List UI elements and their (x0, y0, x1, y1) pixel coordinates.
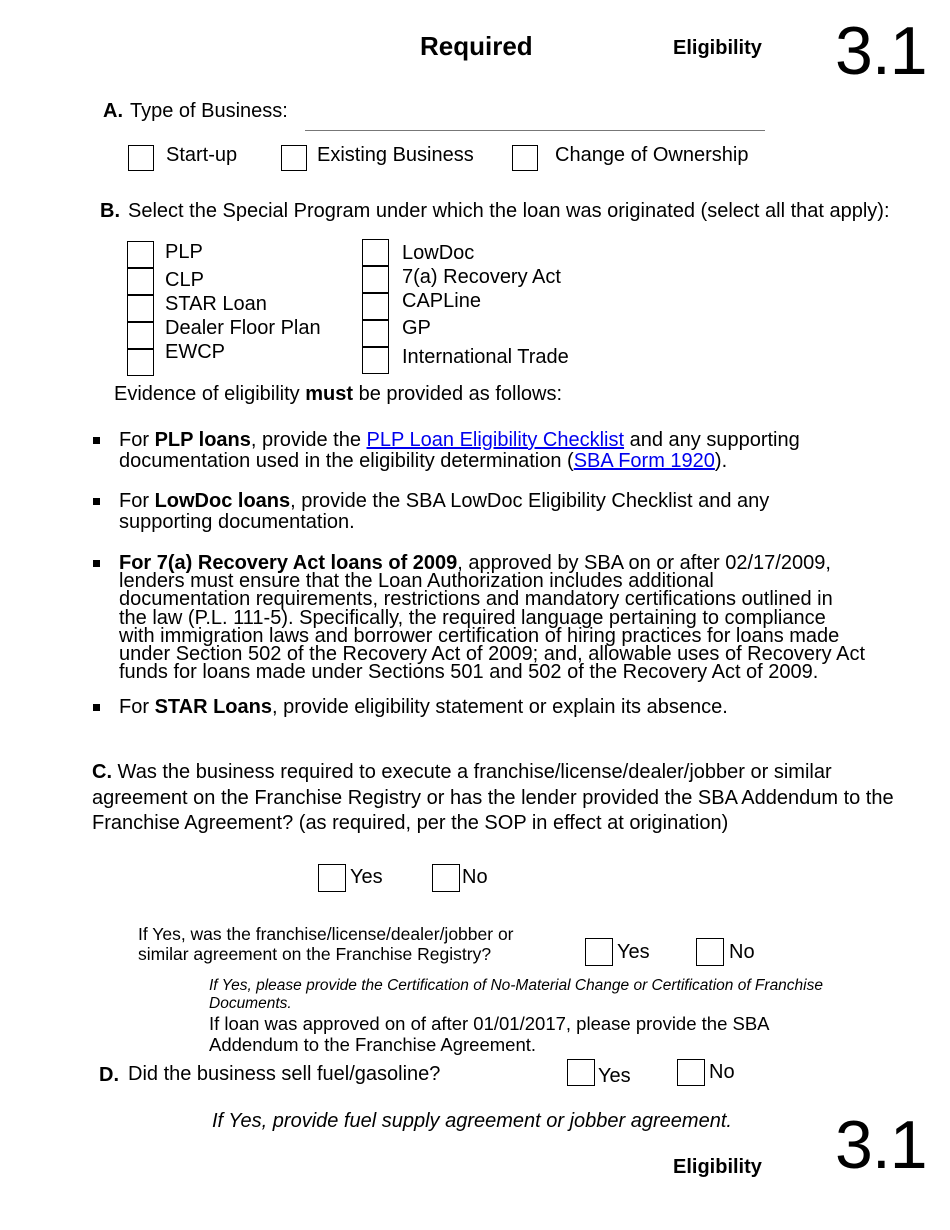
bullet-lowdoc: For LowDoc loans, provide the SBA LowDoc Eligibility Checklist and any supporting documentation. (119, 490, 770, 533)
option-start-up: Start-up (166, 144, 238, 166)
program-dealer-floor-plan: Dealer Floor Plan (165, 317, 321, 339)
checkbox-star-loan[interactable] (127, 295, 154, 322)
bullet-marker (93, 560, 100, 567)
type-of-business-line (305, 130, 765, 131)
bullet-marker (93, 704, 100, 711)
program-clp: CLP (165, 269, 204, 291)
bullet-recovery-act: For 7(a) Recovery Act loans of 2009, approved by SBA on or after 02/17/2009, lenders must ensure that the Loan Authorization includes additional documentation requirements, restrictions and mandatory certifications outlined in the law (P.L. 111-5). Specifically, the required language pertaining to compliance with immigration laws and borrower certification of hiring practices for loans made under Section 502 of the Recovery Act of 2009; and, allowable uses of Recovery Act funds for loans made under Sections 501 and 502 of the Recovery Act of 2009. (119, 552, 866, 684)
checkbox-7a-recovery-act[interactable] (362, 266, 389, 293)
sba-form-1920-link[interactable]: SBA Form 1920 (573, 450, 715, 472)
plp-checklist-link[interactable]: PLP Loan Eligibility Checklist (366, 429, 625, 451)
program-plp: PLP (165, 241, 203, 263)
program-7a-recovery-act: 7(a) Recovery Act (402, 266, 561, 288)
checkbox-existing-business[interactable] (281, 145, 307, 171)
checkbox-lowdoc[interactable] (362, 239, 389, 266)
checkbox-plp[interactable] (127, 241, 154, 268)
checkbox-clp[interactable] (127, 268, 154, 295)
program-gp: GP (402, 317, 431, 339)
checkbox-registry-no[interactable] (696, 938, 724, 966)
franchise-yes-label: Yes (350, 866, 383, 888)
addendum-note: If loan was approved on of after 01/01/2017, please provide the SBA Addendum to the Franchise Agreement. (209, 1013, 770, 1055)
program-capline: CAPLine (402, 290, 481, 312)
checkbox-franchise-yes[interactable] (318, 864, 346, 892)
header-section-number: 3.1 (835, 13, 927, 89)
footer-eligibility: Eligibility (673, 1156, 762, 1178)
fuel-yes-label: Yes (598, 1065, 631, 1087)
checkbox-change-of-ownership[interactable] (512, 145, 538, 171)
fuel-note: If Yes, provide fuel supply agreement or jobber agreement. (212, 1110, 732, 1132)
franchise-no-label: No (462, 866, 488, 888)
bullet-plp: For PLP loans, provide the PLP Loan Eligibility Checklist and any supporting documentation used in the eligibility determination (SBA Form 1920). (119, 429, 800, 472)
fuel-no-label: No (709, 1061, 735, 1083)
program-international-trade: International Trade (402, 346, 569, 368)
certification-note: If Yes, please provide the Certification of No-Material Change or Certification of Franchise Documents. (209, 977, 823, 1012)
fuel-question: Did the business sell fuel/gasoline? (128, 1063, 441, 1085)
franchise-question: C. Was the business required to execute a franchise/license/dealer/jobber or similar agreement on the Franchise Registry or has the lender provided the SBA Addendum to the Franchise Agreement? (as required, per the SOP in effect at origination) (92, 761, 894, 834)
checkbox-franchise-no[interactable] (432, 864, 460, 892)
section-a-letter: A. (103, 100, 123, 122)
checkbox-fuel-yes[interactable] (567, 1059, 595, 1086)
checkbox-international-trade[interactable] (362, 347, 389, 374)
bullet-star: For STAR Loans, provide eligibility statement or explain its absence. (119, 696, 728, 718)
footer-section-number: 3.1 (835, 1107, 927, 1183)
option-existing-business: Existing Business (317, 144, 474, 166)
checkbox-fuel-no[interactable] (677, 1059, 705, 1086)
evidence-statement: Evidence of eligibility must be provided as follows: (114, 383, 563, 405)
checkbox-gp[interactable] (362, 320, 389, 347)
bullet-marker (93, 437, 100, 444)
checkbox-start-up[interactable] (128, 145, 154, 171)
program-ewcp: EWCP (165, 341, 225, 363)
section-b-letter: B. (100, 200, 120, 222)
checkbox-capline[interactable] (362, 293, 389, 320)
registry-yes-label: Yes (617, 941, 650, 963)
franchise-registry-question: If Yes, was the franchise/license/dealer/jobber or similar agreement on the Franchise Registry? (138, 924, 514, 964)
type-of-business-label: Type of Business: (130, 100, 288, 122)
bullet-marker (93, 498, 100, 505)
special-program-label: Select the Special Program under which the loan was originated (select all that apply): (128, 200, 890, 222)
option-change-of-ownership: Change of Ownership (555, 144, 749, 166)
checkbox-dealer-floor-plan[interactable] (127, 322, 154, 349)
checkbox-ewcp[interactable] (127, 349, 154, 376)
program-lowdoc: LowDoc (402, 242, 475, 264)
header-eligibility: Eligibility (673, 37, 762, 59)
program-star-loan: STAR Loan (165, 293, 267, 315)
registry-no-label: No (729, 941, 755, 963)
header-required: Required (420, 31, 533, 61)
section-d-letter: D. (99, 1064, 119, 1086)
checkbox-registry-yes[interactable] (585, 938, 613, 966)
